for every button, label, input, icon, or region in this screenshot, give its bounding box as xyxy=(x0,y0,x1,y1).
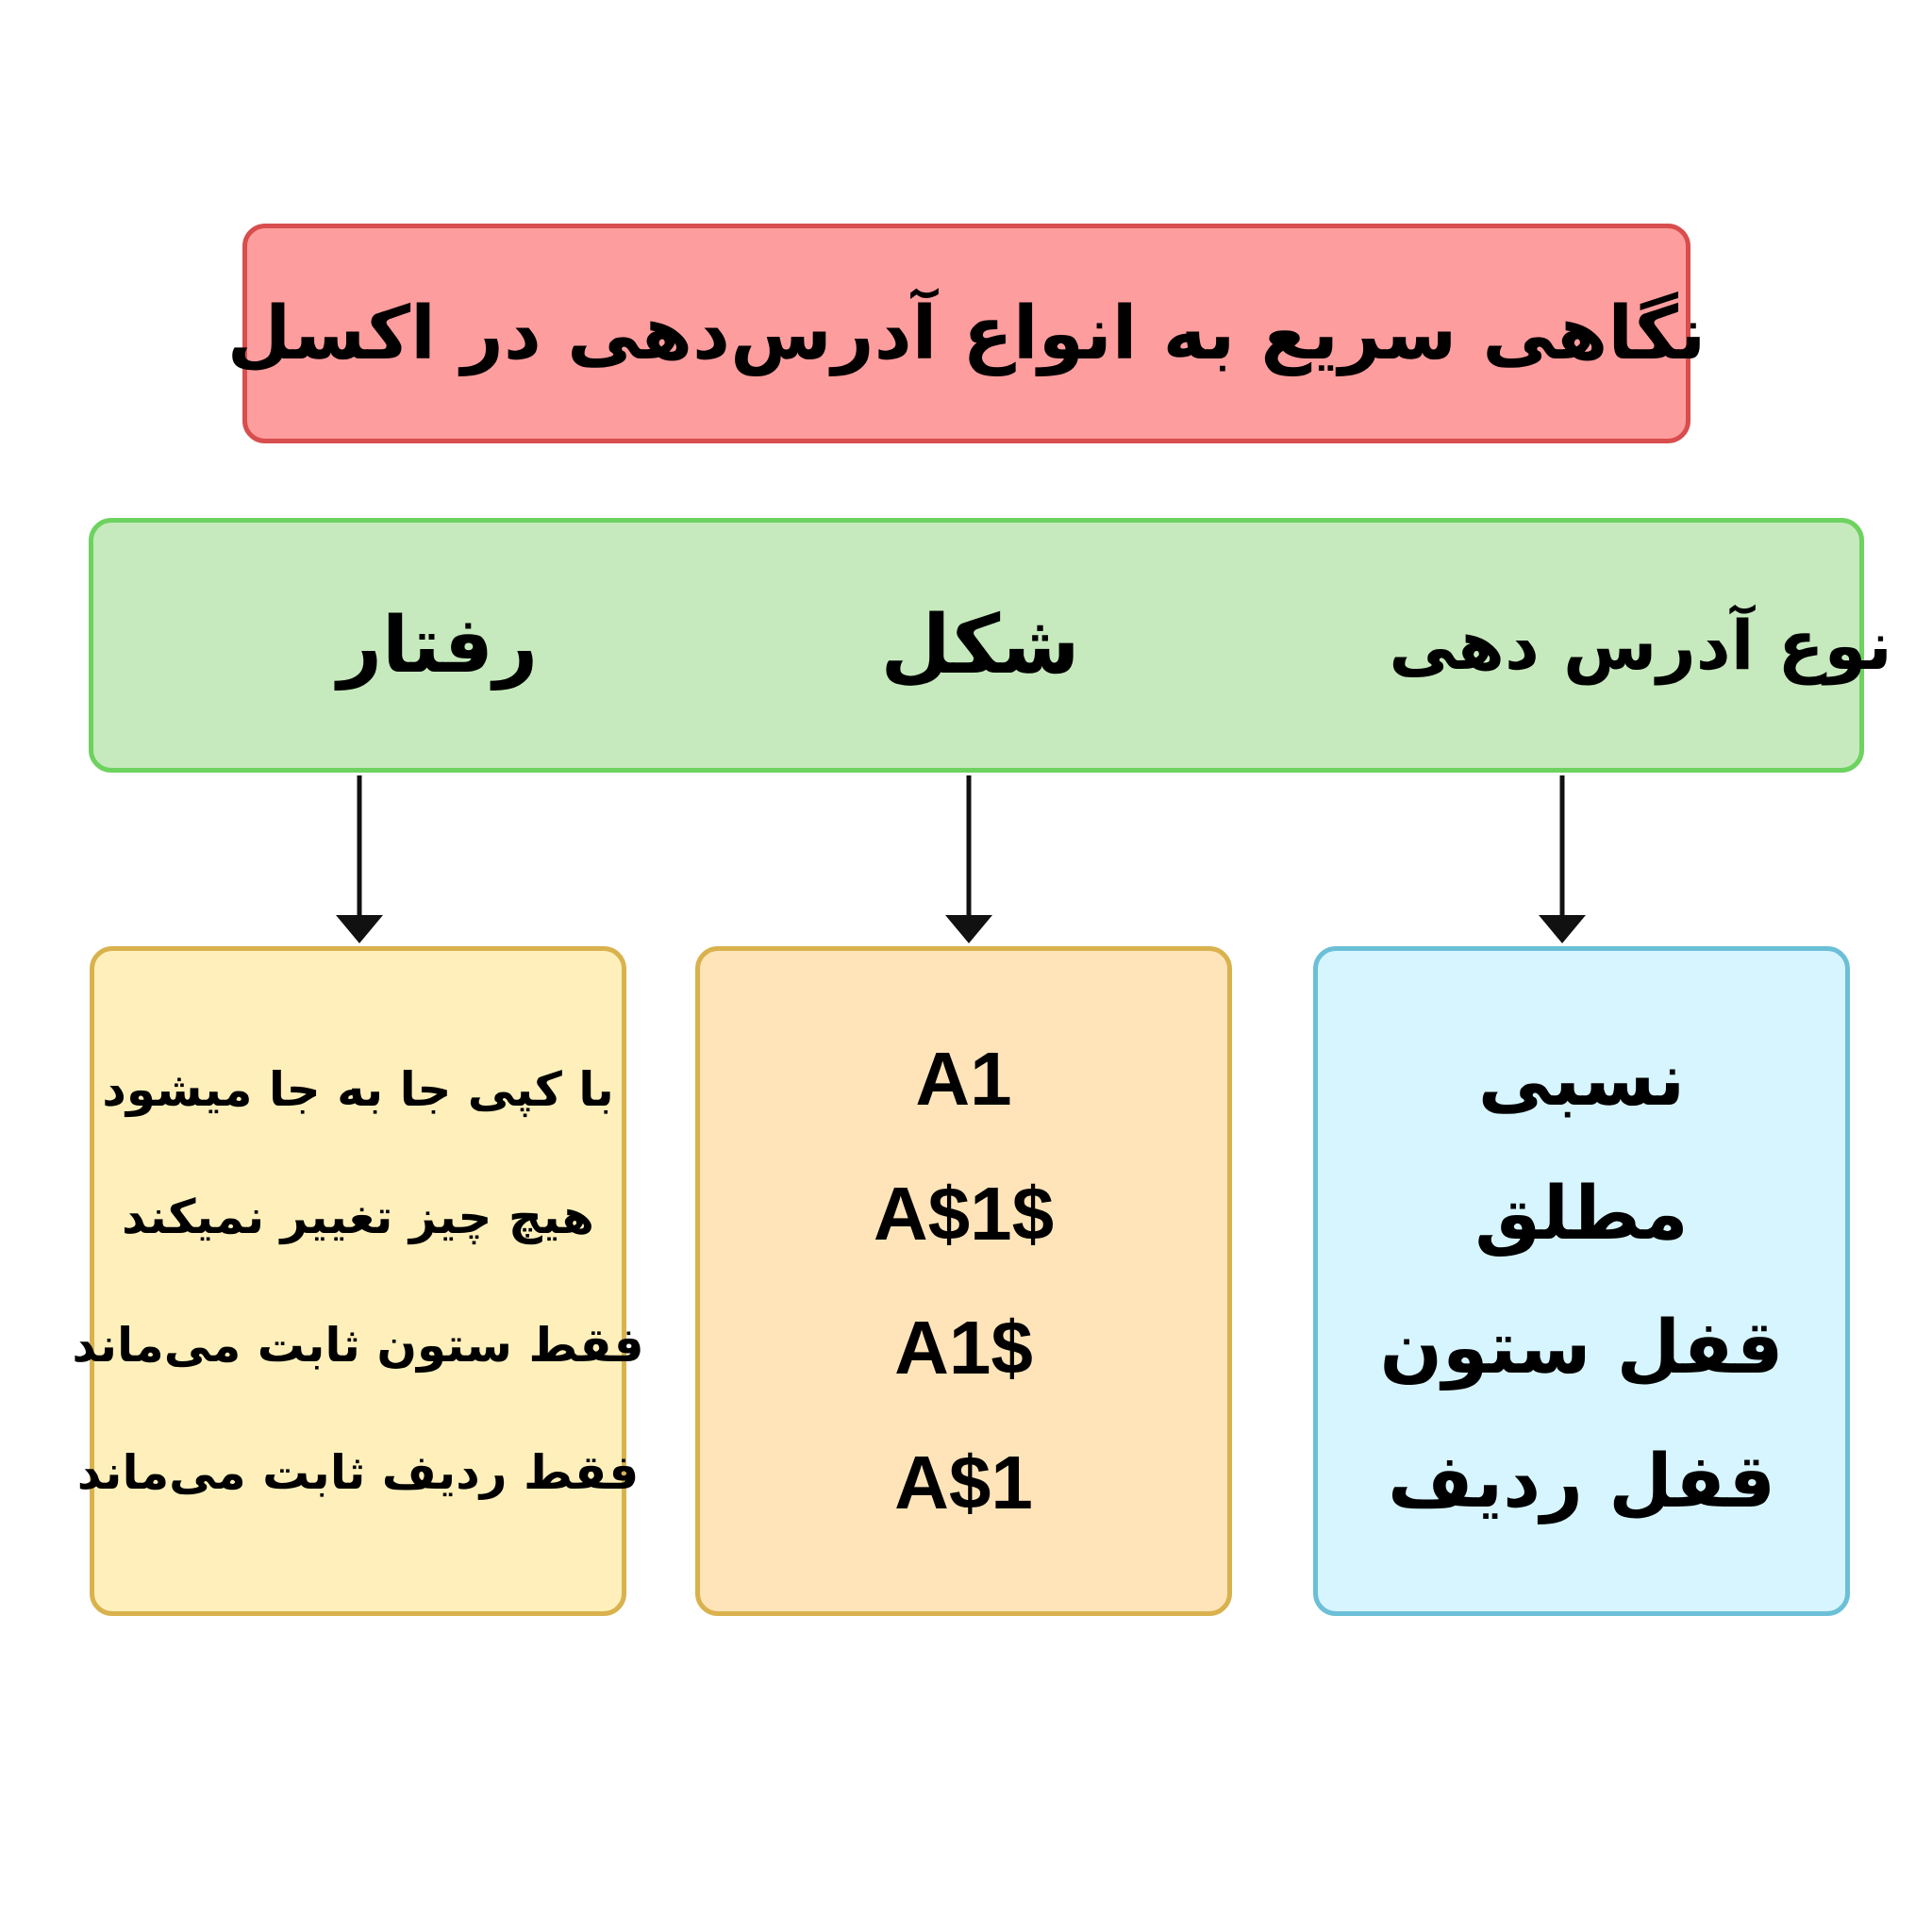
addressing-types-box xyxy=(1313,946,1850,1616)
behavior-relative: با کپی جا به جا میشود xyxy=(102,1061,614,1117)
header-addressing-type: نوع آدرس دهی xyxy=(1389,606,1892,685)
type-relative: نسبی xyxy=(1477,1038,1686,1123)
header-box xyxy=(89,518,1892,773)
type-row-lock: قفل ردیف xyxy=(1387,1440,1776,1524)
behaviors-box xyxy=(72,946,644,1616)
arrow-to-types xyxy=(1539,775,1586,943)
behavior-row-lock: فقط ردیف ثابت می‌ماند xyxy=(76,1445,640,1501)
form-relative: A1 xyxy=(915,1037,1012,1122)
arrow-to-forms xyxy=(945,775,992,943)
header-behavior: رفتار xyxy=(337,600,539,691)
forms-box xyxy=(695,946,1232,1616)
form-row-lock: A$1 xyxy=(894,1440,1033,1524)
arrow-to-behaviors xyxy=(336,775,383,943)
type-absolute: مطلق xyxy=(1474,1172,1689,1257)
form-absolute: A$1$ xyxy=(873,1171,1055,1256)
type-column-lock: قفل ستون xyxy=(1379,1306,1784,1391)
title-box xyxy=(226,224,1707,443)
header-form: شکل xyxy=(880,598,1080,692)
diagram-title: نگاهی سریع به انواع آدرس‌دهی در اکسل xyxy=(226,291,1707,376)
behavior-column-lock: فقط ستون ثابت می‌ماند xyxy=(72,1317,644,1373)
form-column-lock: A1$ xyxy=(894,1306,1033,1391)
behavior-absolute: هیچ چیز تغییر نمیکند xyxy=(122,1190,594,1245)
